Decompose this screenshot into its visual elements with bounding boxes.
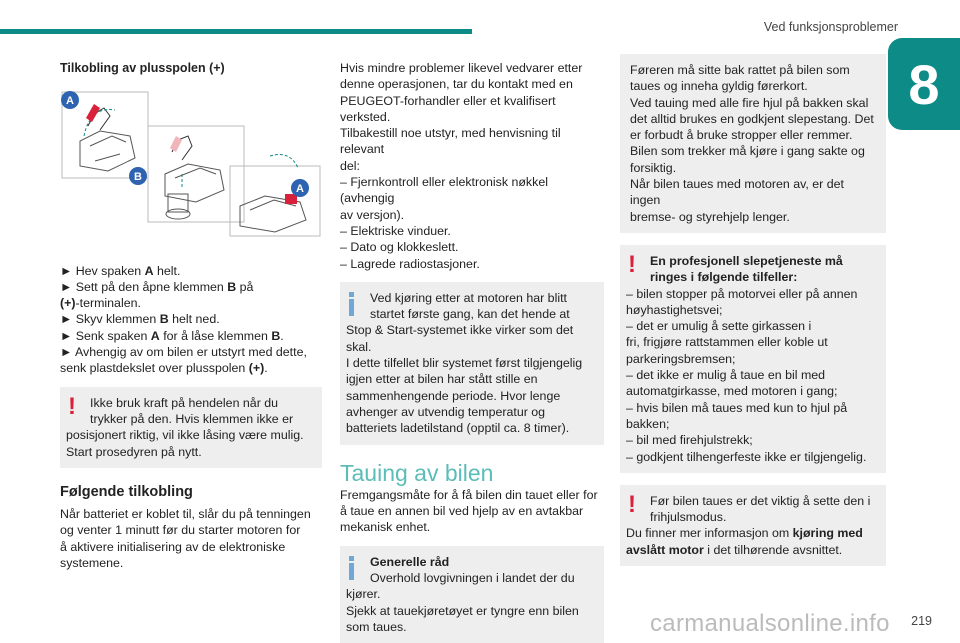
info-icon: [348, 556, 354, 580]
step-line: ► Hev spaken A helt.: [60, 263, 181, 278]
column-3: [620, 54, 886, 566]
battery-positive-heading: Tilkobling av plusspolen (+): [60, 61, 225, 75]
towing-intro-text: Fremgangsmåte for å få bilen din tauet eller for å taue en annen bil ved hjelp av en avtakbar mekanisk enhet.: [340, 487, 598, 535]
warning-box-freewheel: ! Før bilen taues er det viktig å sette den i frihjulsmodus. Du finner mer informasjon om kjøring med avslått motor i det tilhørende avsnittet.: [620, 485, 886, 566]
warning-icon: !: [628, 250, 636, 278]
column-2: [340, 60, 604, 643]
watermark: carmanualsonline.info: [650, 610, 890, 637]
figure-label-a-top: A: [66, 95, 74, 108]
warning-icon: !: [68, 392, 76, 420]
figure-label-b: B: [134, 171, 142, 184]
step-line: (+)-terminalen.: [60, 296, 141, 311]
info-box-stop-start: Ved kjøring etter at motoren har blitt startet første gang, kan det hende at Stop & Start-systemet ikke virker som det skal. I dette tilfellet blir systemet først tilgjengelig igjen etter at bilen har stått stille en sammenhengende periode. Hvor lenge avhenger av utvendig temperatur og batteriets ladetilstand (opptil ca. 8 timer).: [340, 282, 604, 445]
battery-clamp-figure: [60, 86, 322, 250]
clamp-steps: [60, 263, 322, 377]
step-line: ► Avhengig av om bilen er utstyrt med dette,: [60, 345, 307, 360]
battery-clamp-illustration: [60, 86, 322, 246]
page-number: 219: [911, 614, 932, 628]
figure-label-a-right: A: [296, 183, 304, 196]
header-accent-bar: [0, 29, 472, 34]
info-icon: [348, 292, 354, 316]
step-line: ► Skyv klemmen B helt ned.: [60, 312, 220, 327]
warning-box-lever: ! Ikke bruk kraft på hendelen når du trykker på den. Hvis klemmen ikke er posisjonert riktig, vil ikke låsing være mulig. Start prosedyren på nytt.: [60, 387, 322, 468]
column-1: [60, 60, 322, 571]
warning-icon: !: [628, 490, 636, 518]
header-section-title: Ved funksjonsproblemer: [763, 20, 898, 34]
following-connection-text: Når batteriet er koblet til, slår du på tenningen og venter 1 minutt før du starter motoren for å aktivere initialisering av de elektroniske systemene.: [60, 507, 311, 571]
towing-rules-box: Føreren må sitte bak rattet på bilen som taues og inneha gyldig førerkort. Ved tauing med alle fire hjul på bakken skal det alltid brukes en godkjent slepestang. Det er forbudt å bruke stropper eller remmer. Bilen som trekker må kjøre i gang sakte og forsiktig. Når bilen taues med motoren av, er det ingen bremse- og styrehjelp lenger.: [620, 54, 886, 233]
following-connection-heading: Følgende tilkobling: [60, 483, 193, 500]
reset-equipment-text: Hvis mindre problemer likevel vedvarer etter denne operasjonen, tar du kontakt med en PEUGEOT-forhandler eller et kvalifisert verksted. Tilbakestill noe utstyr, med henvisning til relevant del: – Fjernkontroll eller elektronisk nøkkel (avhengig av versjon). – Elektriske vinduer. – Dato og klokkeslett. – Lagrede radiostasjoner.: [340, 61, 583, 271]
step-line: ► Senk spaken A for å låse klemmen B.: [60, 328, 284, 343]
info-box-general-advice: Generelle råd Overhold lovgivningen i landet der du kjører. Sjekk at tauekjøretøyet er tyngre enn bilen som taues.: [340, 546, 604, 643]
towing-section-title: Tauing av bilen: [340, 459, 494, 486]
chapter-badge: 8: [888, 38, 960, 130]
warning-box-professional-towing: ! En profesjonell slepetjeneste må ringes i følgende tilfeller: – bilen stopper på motorvei eller på annen høyhastighetsvei; – det er umulig å sette girkassen i fri, frigjøre rattstammen eller koble ut parkeringsbremsen; – det ikke er mulig å taue en bil med automatgirkasse, med motoren i gang; – hvis bilen må taues med kun to hjul på bakken; – bil med firehjulstrekk; – godkjent tilhengerfeste ikke er tilgjengelig.: [620, 245, 886, 473]
step-line: senk plastdekslet over plusspolen (+).: [60, 361, 268, 376]
step-line: ► Sett på den åpne klemmen B på: [60, 279, 254, 294]
